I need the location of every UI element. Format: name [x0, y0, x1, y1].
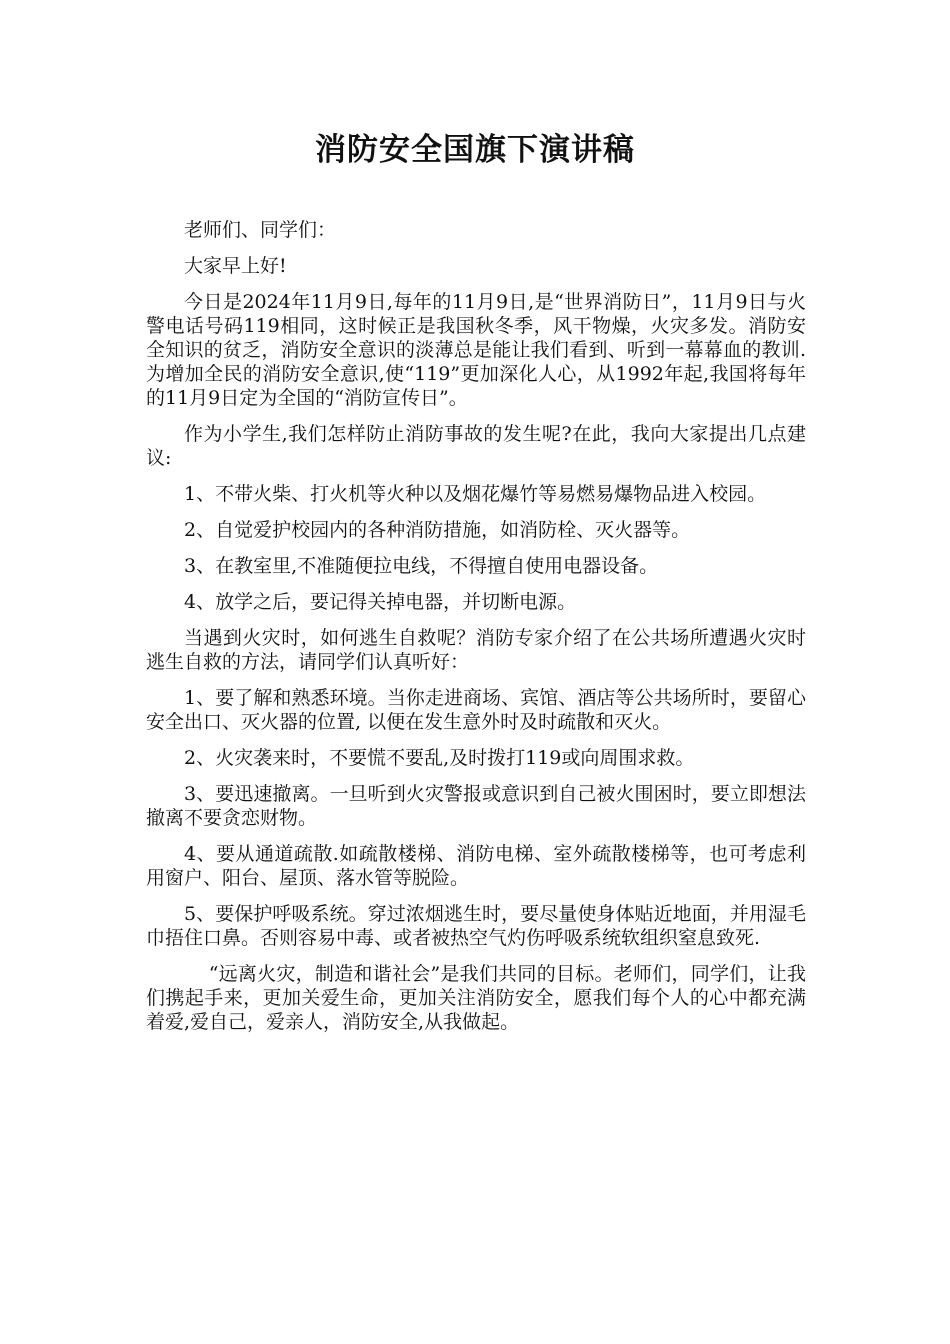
paragraph-escape-4: 4、要从通道疏散.如疏散楼梯、消防电梯、室外疏散楼梯等，也可考虑利用窗户、阳台、屋顶、落水管等脱险。	[146, 843, 806, 889]
paragraph-suggestions-intro: 作为小学生,我们怎样防止消防事故的发生呢?在此，我向大家提出几点建议:	[146, 423, 806, 469]
paragraph-escape-3: 3、要迅速撤离。一旦听到火灾警报或意识到自己被火围困时，要立即想法撤离不要贪恋财物。	[146, 783, 806, 829]
paragraph-escape-5: 5、要保护呼吸系统。穿过浓烟逃生时，要尽量使身体贴近地面，并用湿毛巾捂住口鼻。否则容易中毒、或者被热空气灼伤呼吸系统软组织窒息致死.	[146, 903, 806, 949]
paragraph-suggestion-4: 4、放学之后，要记得关掉电器，并切断电源。	[184, 591, 577, 613]
paragraph-escape-2: 2、火灾袭来时，不要慌不要乱,及时拨打119或向周围求救。	[184, 747, 695, 769]
paragraph-closing: “远离火灾，制造和谐社会”是我们共同的目标。老师们，同学们，让我们携起手来，更加关爱生命，更加关注消防安全，愿我们每个人的心中都充满着爱,爱自己，爱亲人，消防安全,从我做起。	[146, 963, 806, 1033]
paragraph-suggestion-2: 2、自觉爱护校园内的各种消防措施，如消防栓、灭火器等。	[184, 519, 691, 541]
paragraph-greeting: 大家早上好!	[184, 255, 287, 277]
paragraph-suggestion-1: 1、不带火柴、打火机等火种以及烟花爆竹等易燃易爆物品进入校园。	[184, 483, 767, 505]
paragraph-suggestion-3: 3、在教室里,不准随便拉电线，不得擅自使用电器设备。	[184, 555, 659, 577]
paragraph-salutation: 老师们、同学们：	[184, 219, 337, 241]
paragraph-escape-1: 1、要了解和熟悉环境。当你走进商场、宾馆、酒店等公共场所时，要留心安全出口、灭火器的位置, 以便在发生意外时及时疏散和灭火。	[146, 687, 806, 733]
paragraph-escape-intro: 当遇到火灾时，如何逃生自救呢？消防专家介绍了在公共场所遭遇火灾时逃生自救的方法，请同学们认真听好：	[146, 627, 806, 673]
document-body	[146, 218, 806, 1046]
document-title: 消防安全国旗下演讲稿	[315, 132, 635, 168]
paragraph-intro: 今日是2024年11月9日,每年的11月9日,是“世界消防日”，11月9日与火警电话号码119相同，这时候正是我国秋冬季，风干物燥，火灾多发。消防安全知识的贫乏，消防安全意识的淡薄总是能让我们看到、听到一幕幕血的教训.为增加全民的消防安全意识,使“119”更加深化人心，从1992年起,我国将每年的11月9日定为全国的“消防宣传日”。	[146, 291, 806, 409]
